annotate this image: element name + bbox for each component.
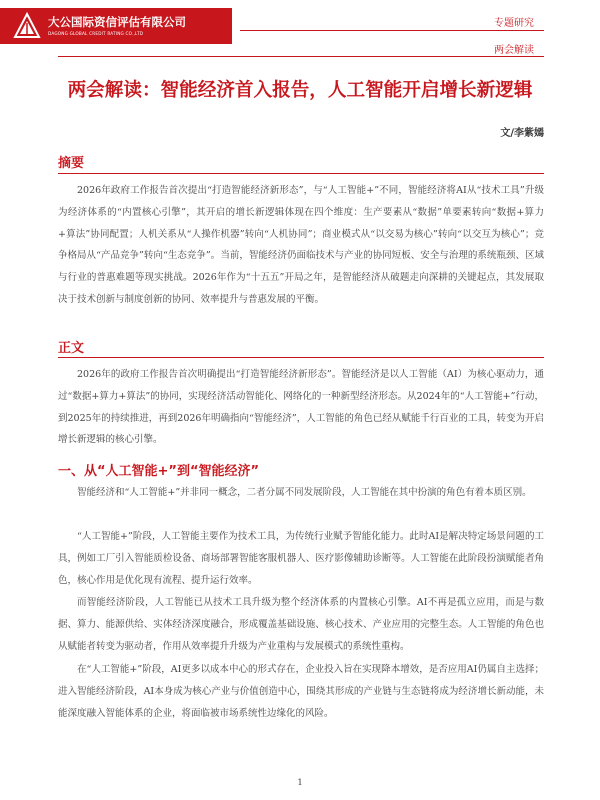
author-byline: 文/李紫嫣	[500, 128, 544, 139]
org-name-en: DAGONG GLOBAL CREDIT RATING CO.,LTD	[48, 30, 144, 36]
header-divider-top	[240, 30, 544, 31]
section-1-paragraph: 智能经济和“人工智能+”并非同一概念，二者分属不同发展阶段，人工智能在其中扮演的角色有着本质区别。	[77, 487, 532, 498]
body-heading: 正文	[58, 341, 85, 356]
summary-paragraph: 2026年政府工作报告首次提出“打造智能经济新形态”，与“人工智能+”不同，智能经济将AI从“技术工具”升级为经济体系的“内置核心引擎”，其开启的增长新逻辑体现在四个维度：生产要素从“数据”单要素转向“数据+算力+算法”协同配置；人机关系从“人操作机器”转向“人机协同”；商业模式从“以交易为核心”转向“以交互为核心”；竞争格局从“产品竞争”转向“生态竞争”。当前，智能经济仍面临技术与产业的协同短板、安全与治理的系统瓶颈、区域与行业的普惠难题等现实挑战。2026年作为“十五五”开局之年，是智能经济从破题走向深耕的关键起点，其发展取决于技术创新与制度创新的协同、效率提升与普惠发展的平衡。	[58, 185, 544, 305]
article-title: 两会解读：智能经济首入报告，人工智能开启增长新逻辑	[67, 80, 533, 101]
page-header	[0, 0, 600, 64]
page-number: 1	[297, 778, 303, 787]
section-1-paragraph: “人工智能+”阶段，人工智能主要作为技术工具，为传统行业赋予智能化能力。此时AI是解决特定场景问题的工具，例如工厂引入智能质检设备、商场部署智能客服机器人、医疗影像辅助诊断等。人工智能在此阶段扮演赋能者角色，核心作用是优化现有流程、提升运行效率。	[58, 531, 544, 586]
brand-logo-band	[0, 8, 232, 44]
summary-heading: 摘要	[58, 156, 85, 171]
body-intro-paragraph: 2026年的政府工作报告首次明确提出“打造智能经济新形态”。智能经济是以人工智能（AI）为核心驱动力，通过“数据+算力+算法”的协同，实现经济活动智能化、网络化的一种新型经济形态。从2024年的“人工智能+”行动，到2025年的持续推进，再到2026年明确指向“智能经济”，人工智能的角色已经从赋能千行百业的工具，转变为开启增长新逻辑的核心引擎。	[58, 369, 544, 446]
section-1-paragraph: 而智能经济阶段，人工智能已从技术工具升级为整个经济体系的内置核心引擎。AI不再是孤立应用，而是与数据、算力、能源供给、实体经济深度融合，形成覆盖基础设施、核心技术、产业应用的完整生态。人工智能的角色也从赋能者转变为驱动者，作用从效率提升升级为产业重构与发展模式的系统性重构。	[58, 597, 544, 652]
body-divider	[58, 357, 544, 358]
summary-divider	[58, 173, 544, 174]
company-emblem-icon	[12, 11, 42, 41]
org-name-cn: 大公国际资信评估有限公司	[48, 14, 186, 29]
header-divider-bottom	[58, 56, 544, 57]
series-tag: 两会解读	[494, 45, 534, 56]
section-1-paragraph: 在“人工智能+”阶段，AI更多以成本中心的形式存在，企业投入旨在实现降本增效，是否应用AI仍属自主选择；进入智能经济阶段，AI本身成为核心产业与价值创造中心，围绕其形成的产业链与生态链将成为经济增长新动能，未能深度融入智能体系的企业，将面临被市场系统性边缘化的风险。	[58, 664, 544, 719]
section-tag: 专题研究	[494, 18, 534, 29]
section-1-heading: 一、从“人工智能+”到“智能经济”	[58, 464, 260, 479]
